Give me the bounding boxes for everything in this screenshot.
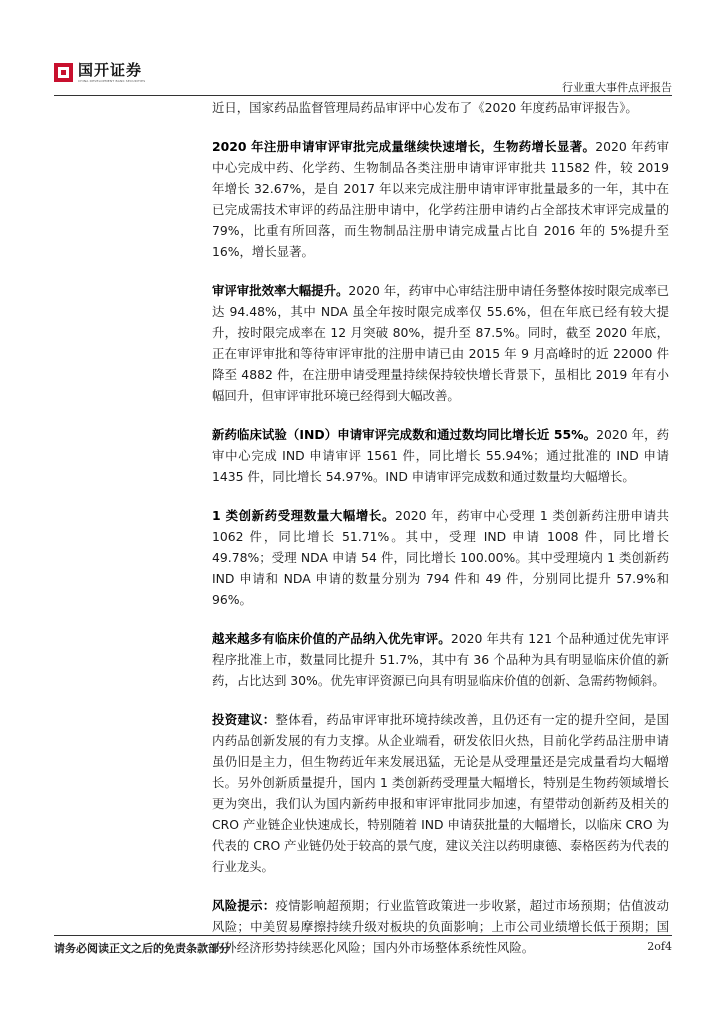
paragraph-ind-growth bbox=[212, 424, 669, 487]
brand-subtitle: CHINA DEVELOPMENT BANK SECURITIES bbox=[78, 79, 146, 83]
paragraph-text: 2020 年共有 121 个品种通过优先审评程序批准上市，数量同比提升 51.7%，其中有 36 个品种为具有明显临床价值的新药，占比达到 30%。优先审评资源已向具有明显临床价值的创新、急需药物倾斜。 bbox=[212, 631, 670, 688]
paragraph-text: 2020 年，药审中心完成 IND 申请审评 1561 件，同比增长 55.94%；通过批准的 IND 申请 1435 件，同比增长 54.97%。IND 申请审评完成数和通过数量均大幅增长。 bbox=[212, 427, 669, 484]
paragraph-lead: 投资建议： bbox=[212, 712, 276, 727]
brand-logo bbox=[54, 62, 145, 83]
intro-paragraph: 近日，国家药品监督管理局药品审评中心发布了《2020 年度药品审评报告》。 bbox=[212, 100, 638, 115]
paragraph-lead: 审评审批效率大幅提升。 bbox=[212, 283, 349, 298]
page-header bbox=[54, 62, 672, 96]
page-number: 2of4 bbox=[647, 940, 672, 953]
paragraph-risk-warning bbox=[212, 895, 669, 958]
paragraph-investment-advice bbox=[212, 709, 669, 877]
footer-disclaimer: 请务必阅读正文之后的免责条款部分 bbox=[54, 942, 230, 955]
brand-logo-icon bbox=[54, 63, 73, 82]
paragraph-lead: 1 类创新药受理数量大幅增长。 bbox=[212, 508, 395, 523]
paragraph-lead: 新药临床试验（IND）申请审评完成数和通过数均同比增长近 55%。 bbox=[212, 427, 597, 442]
paragraph-review-efficiency bbox=[212, 280, 669, 406]
paragraph-text: 疫情影响超预期；行业监管政策进一步收紧，超过市场预期；估值波动风险；中美贸易摩擦持续升级对板块的负面影响；上市公司业绩增长低于预期；国内外经济形势持续恶化风险；国内外市场整体系统性风险。 bbox=[212, 898, 669, 955]
paragraph-lead: 风险提示： bbox=[212, 898, 276, 913]
paragraph-lead: 越来越多有临床价值的产品纳入优先审评。 bbox=[212, 631, 451, 646]
paragraph-innovative-drugs bbox=[212, 505, 669, 610]
paragraph-text: 整体看，药品审评审批环境持续改善，且仍还有一定的提升空间，是国内药品创新发展的有力支撑。从企业端看，研发依旧火热，目前化学药品注册申请虽仍旧是主力，但生物药近年来发展迅猛，无论是从受理量还是完成量看均大幅增长。另外创新质量提升，国内 1 类创新药受理量大幅增长，特别是生物药领域增长更为突出，我们认为国内新药申报和审评审批同步加速，有望带动创新药及相关的 CRO 产业链企业快速成长，特别随着 IND 申请获批量的大幅增长，以临床 CRO 为代表的 CRO 产业链仍处于较高的景气度，建议关注以药明康德、泰格医药为代表的行业龙头。 bbox=[212, 712, 669, 874]
brand-name: 国开证券 bbox=[78, 61, 143, 79]
paragraph-text: 2020 年，药审中心审结注册申请任务整体按时限完成率已达 94.48%，其中 NDA 虽全年按时限完成率仅 55.6%，但在年底已经有较大提升，按时限完成率在 12 月突破 80%，提升至 87.5%。同时，截至 2020 年底，正在审评审批和等待审评审批的注册申请已由 2015 年 9 月高峰时的近 22000 件降至 4882 件，在注册申请受理量持续保持较快增长背景下，虽相比 2019 年有小幅回升，但审评审批环境已经得到大幅改善。 bbox=[212, 283, 669, 403]
header-divider bbox=[54, 95, 672, 96]
footer-divider bbox=[54, 935, 672, 936]
paragraph-text: 2020 年，药审中心受理 1 类创新药注册申请共 1062 件，同比增长 51.71%。其中，受理 IND 申请 1008 件，同比增长 49.78%；受理 NDA 申请 54 件，同比增长 100.00%。其中受理境内 1 类创新药 IND 申请和 NDA 申请的数量分别为 794 件和 49 件，分别同比提升 57.9%和 96%。 bbox=[212, 508, 669, 607]
paragraph-priority-review bbox=[212, 628, 669, 691]
report-body bbox=[212, 97, 669, 976]
paragraph-text: 2020 年药审中心完成中药、化学药、生物制品各类注册申请审评审批共 11582 件，较 2019 年增长 32.67%，是自 2017 年以来完成注册申请审评审批量最多的一年，其中在已完成需技术审评的药品注册申请中，化学药注册申请约占全部技术审评完成量的 79%，比重有所回落，而生物制品注册申请完成量占比自 2016 年的 5%提升至 16%，增长显著。 bbox=[212, 139, 669, 259]
report-type: 行业重大事件点评报告 bbox=[562, 81, 672, 94]
paragraph-registration-growth bbox=[212, 136, 669, 262]
paragraph-lead: 2020 年注册申请审评审批完成量继续快速增长，生物药增长显著。 bbox=[212, 139, 596, 154]
